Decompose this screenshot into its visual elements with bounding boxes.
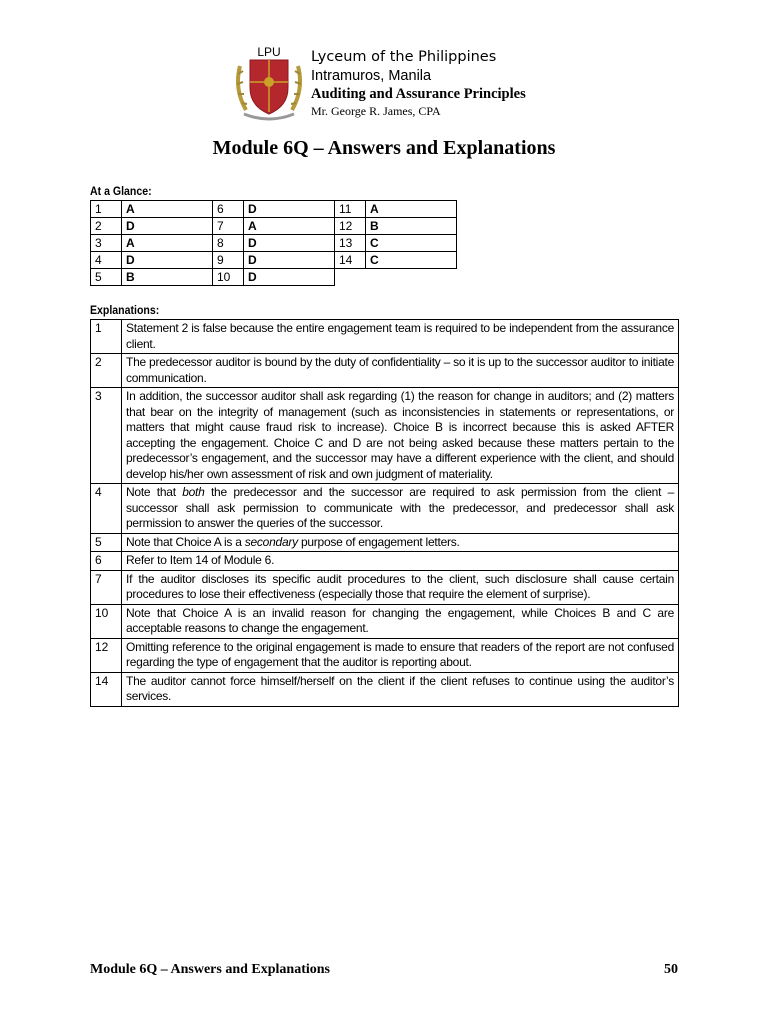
item-number: 7 (91, 570, 122, 604)
explanation-text: Refer to Item 14 of Module 6. (122, 552, 679, 571)
institution-name: Lyceum of the Philippines (311, 49, 497, 65)
institution-location: Intramuros, Manila (311, 68, 432, 84)
explanation-row (91, 388, 679, 484)
item-number: 5 (91, 533, 122, 552)
header-text (311, 48, 526, 119)
answer-letter: D (122, 252, 213, 269)
item-number: 12 (335, 218, 366, 235)
footer-title: Module 6Q – Answers and Explanations (90, 962, 330, 977)
explanation-text: Statement 2 is false because the entire engagement team is required to be independent from the assurance client. (122, 320, 679, 354)
item-number: 4 (91, 484, 122, 534)
explanation-text: If the auditor discloses its specific audit procedures to the client, such disclosure shall cause certain procedures to lose their effectiveness (especially those that require the element of surprise). (122, 570, 679, 604)
item-number: 12 (91, 638, 122, 672)
answer-letter: A (122, 235, 213, 252)
glance-row (91, 218, 457, 235)
item-number: 6 (91, 552, 122, 571)
answer-letter: D (244, 252, 335, 269)
explanation-row (91, 320, 679, 354)
item-number: 3 (91, 235, 122, 252)
item-number: 8 (213, 235, 244, 252)
page-title: Module 6Q – Answers and Explanations (212, 137, 556, 159)
explanation-text (122, 484, 679, 534)
professor-name: Mr. George R. James, CPA (311, 104, 441, 118)
item-number: 1 (91, 320, 122, 354)
explanation-text: The predecessor auditor is bound by the duty of confidentiality – so it is up to the successor auditor to initiate communication. (122, 354, 679, 388)
answer-letter: D (244, 269, 335, 286)
glance-row (91, 235, 457, 252)
answer-letter: D (244, 235, 335, 252)
item-number: 11 (335, 201, 366, 218)
glance-table (90, 200, 457, 286)
item-number: 4 (91, 252, 122, 269)
item-number: 6 (213, 201, 244, 218)
glance-row (91, 252, 457, 269)
item-number: 14 (91, 672, 122, 706)
glance-row (91, 269, 457, 286)
explanation-row (91, 552, 679, 571)
course-name: Auditing and Assurance Principles (311, 86, 526, 102)
item-number: 1 (91, 201, 122, 218)
explanation-row (91, 604, 679, 638)
text-segment: Note that (126, 485, 183, 499)
answer-letter: D (122, 218, 213, 235)
answer-letter: A (122, 201, 213, 218)
text-segment: the predecessor and the successor are required to ask permission from the client – successor shall ask permission to communicate with the predecessor, and predecessor shall ask permission to answer the queries of the successor. (126, 485, 675, 530)
explanations-table (90, 319, 679, 707)
explanation-row (91, 638, 679, 672)
explanation-text: In addition, the successor auditor shall ask regarding (1) the reason for change in auditors; and (2) matters that bear on the integrity of management (such as inconsistencies in statements or representations, or matters that might cause fraud risk to increase). Choice B is incorrect because this is asked AFTER accepting the engagement. Choice C and D are not being asked because these matters pertain to the predecessor’s engagement, and the successor may have a different experience with the client, and should develop his/her own assessment of risk and own judgment of materiality. (122, 388, 679, 484)
empty-cell (335, 269, 457, 286)
item-number: 14 (335, 252, 366, 269)
item-number: 10 (213, 269, 244, 286)
item-number: 9 (213, 252, 244, 269)
glance-label: At a Glance: (90, 184, 152, 198)
glance-row (91, 201, 457, 218)
emphasized-text: both (182, 485, 205, 499)
svg-text:LPU: LPU (257, 45, 281, 59)
item-number: 2 (91, 354, 122, 388)
item-number: 13 (335, 235, 366, 252)
emphasized-text: secondary (244, 534, 298, 549)
explanation-row (91, 484, 679, 534)
explanation-row (91, 354, 679, 388)
item-number: 3 (91, 388, 122, 484)
page-header (232, 44, 652, 124)
item-number: 5 (91, 269, 122, 286)
item-number: 7 (213, 218, 244, 235)
lpu-seal-logo (232, 44, 306, 126)
item-number: 2 (91, 218, 122, 235)
explanation-text: The auditor cannot force himself/herself on the client if the client refuses to continue using the auditor’s services. (122, 672, 679, 706)
text-segment: Note that Choice A is a (126, 534, 245, 549)
item-number: 10 (91, 604, 122, 638)
text-segment: purpose of engagement letters. (297, 534, 460, 549)
answer-letter: A (244, 218, 335, 235)
page-number: 50 (664, 962, 678, 977)
answer-letter: D (244, 201, 335, 218)
explanation-row (91, 533, 679, 552)
answer-letter: A (366, 201, 457, 218)
answer-letter: B (366, 218, 457, 235)
explanation-text: Note that Choice A is an invalid reason for changing the engagement, while Choices B and C are acceptable reasons to change the engagement. (122, 604, 679, 638)
answer-letter: C (366, 252, 457, 269)
explanation-row (91, 570, 679, 604)
answer-letter: C (366, 235, 457, 252)
explanation-text: Omitting reference to the original engagement is made to ensure that readers of the report are not confused regarding the type of engagement that the auditor is reporting about. (122, 638, 679, 672)
explanations-label: Explanations: (90, 303, 160, 317)
explanation-row (91, 672, 679, 706)
explanation-text (122, 533, 679, 552)
answer-letter: B (122, 269, 213, 286)
